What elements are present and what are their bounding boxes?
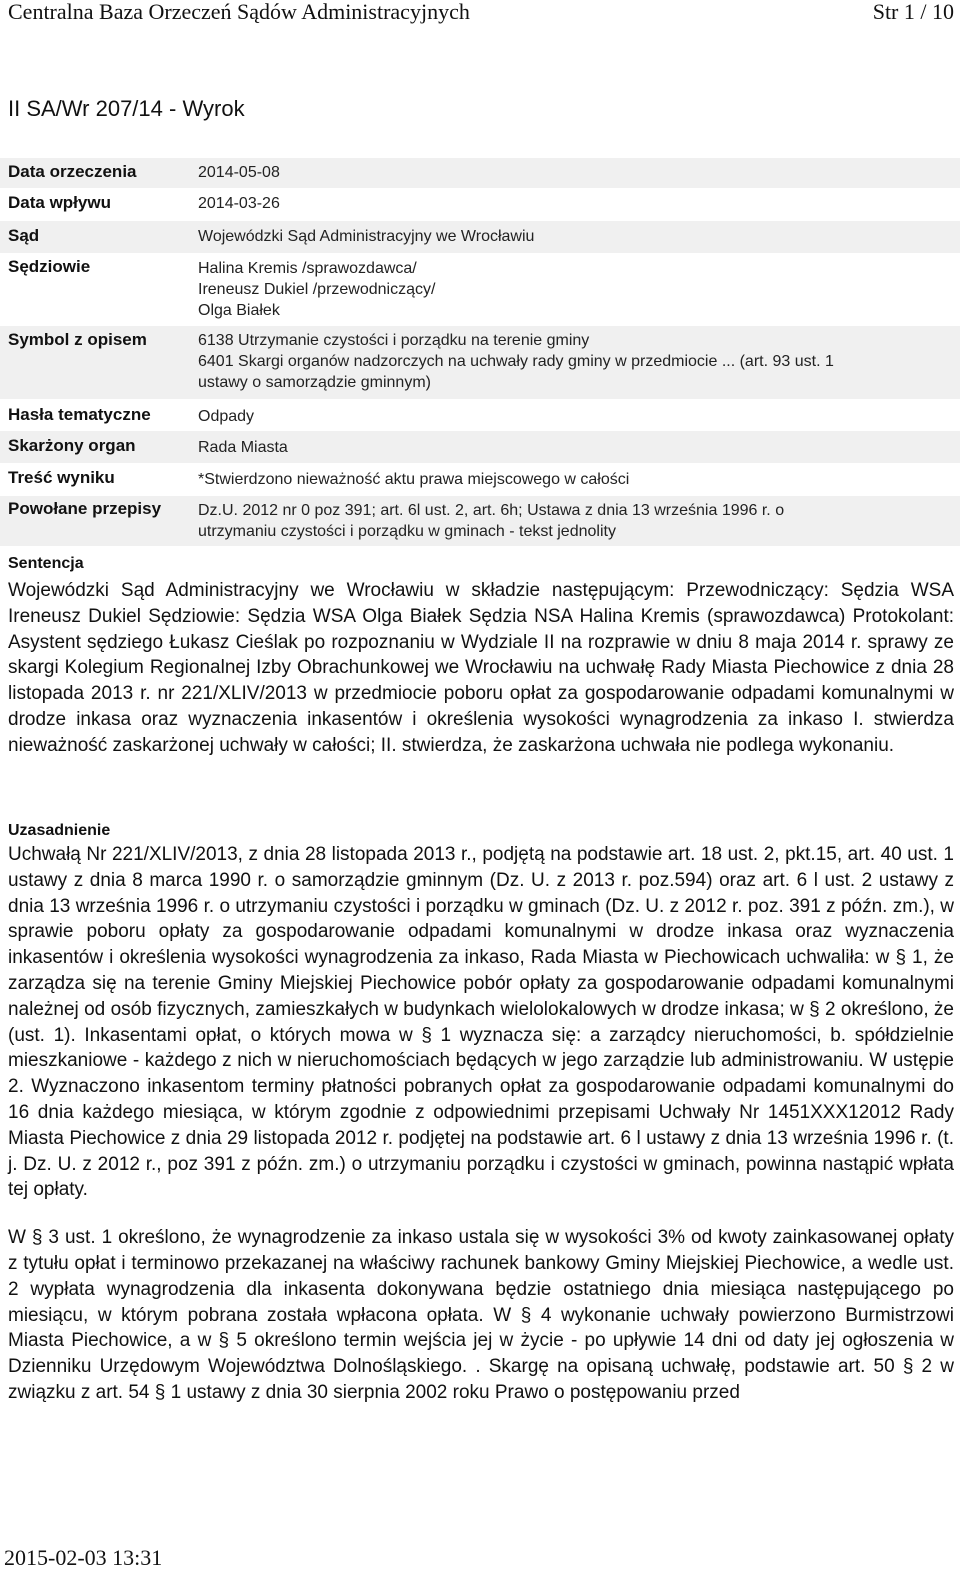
judge-line: Ireneusz Dukiel /przewodniczący/ (198, 281, 436, 298)
meta-label: Data wpływu (8, 193, 111, 212)
meta-label: Powołane przepisy (8, 499, 162, 518)
site-title: Centralna Baza Orzeczeń Sądów Administracyjnych (8, 0, 470, 24)
meta-row-skarzony-organ (0, 431, 960, 463)
sentencja-paragraph: Wojewódzki Sąd Administracyjny we Wrocławiu w składzie następującym: Przewodniczący: Sędzia WSA Ireneusz Dukiel Sędziowie: Sędzia WSA Olga Białek Sędzia NSA Halina Kremis (sprawozdawca) Protokolant: Asystent sędziego Łukasz Cieślak po rozpoznaniu w Wydziale II na rozprawie w dniu 8 maja 2014 r. sprawy ze skargi Kolegium Regionalnej Izby Obrachunkowej we Wrocławiu na uchwałę Rady Miasta Piechowice z dnia 28 listopada 2013 r. nr 221/XLIV/2013 w przedmiocie poboru opłat za gospodarowanie odpadami komunalnymi w drodze inkasa oraz wyznaczenia inkasentów i określenia wysokości wynagrodzenia za inkaso I. stwierdza nieważność zaskarżonej uchwały w całości; II. stwierdza, że zaskarżona uchwała nie podlega wykonaniu. (8, 580, 954, 756)
meta-row-sedziowie (0, 253, 960, 326)
meta-row-tresc-wyniku (0, 463, 960, 496)
symbol-line: 6138 Utrzymanie czystości i porządku na terenie gminy (198, 332, 590, 349)
meta-label: Sędziowie (8, 257, 91, 276)
judge-line: Olga Białek (198, 302, 280, 319)
meta-value: Odpady (198, 408, 255, 425)
page-counter: Str 1 / 10 (872, 0, 954, 24)
symbol-line: ustawy o samorządzie gminnym) (198, 374, 431, 391)
meta-value (198, 326, 840, 393)
meta-value: *Stwierdzono nieważność aktu prawa miejscowego w całości (198, 471, 630, 488)
meta-value: 2014-05-08 (198, 164, 280, 181)
regulation-line: utrzymaniu czystości i porządku w gminach - tekst jednolity (198, 523, 616, 540)
meta-label: Hasła tematyczne (8, 405, 151, 424)
metadata-table (0, 158, 960, 546)
meta-value: Wojewódzki Sąd Administracyjny we Wrocławiu (198, 228, 535, 245)
uzasadnienie-paragraph: Uchwałą Nr 221/XLIV/2013, z dnia 28 listopada 2013 r., podjętą na podstawie art. 18 ust. 2, pkt.15, art. 40 ust. 1 ustawy z dnia 8 marca 1990 r. o samorządzie gminnym (Dz. U. z 2013 r. poz.594) oraz art. 6 l ust. 2 ustawy z dnia 13 września 1996 r. o utrzymaniu czystości i porządku w gminach (Dz. U. z 2012 r. poz. 391 z późn. zm.), w sprawie poboru opłaty za gospodarowanie odpadami komunalnymi w drodze inkasa oraz wyznaczenia inkasentów i określenia wysokości wynagrodzenia za inkaso, Rada Miasta w Piechowicach uchwaliła: w § 1, że zarządza się na terenie Gminy Miejskiej Piechowice pobór opłaty za gospodarowanie odpadami komunalnymi należnej od osób fizycznych, zamieszkałych w budynkach wielolokalowych w drodze inkasa; w § 2 określono, że (ust. 1). Inkasentami opłat, o których mowa w § 1 wyznacza się: a zarządcy nieruchomości, b. spółdzielnie mieszkaniowe - każdego z nich w nieruchomościach będących w jego zarządzie lub administrowaniu. W ustępie 2. Wyznaczono inkasentom terminy płatności pobranych opłat za gospodarowanie odpadami komunalnymi do 16 dnia każdego miesiąca, w którym zgodnie z odpowiednimi przepisami Uchwały Nr 1451XXX12012 Rady Miasta Piechowice z dnia 29 listopada 2012 r. podjętej na podstawie art. 6 l ustawy z dnia 13 września 1996 r. (t. j. Dz. U. z 2012 r., poz 391 z późn. zm.) o utrzymaniu porządku i czystości w gminach, powinna nastąpić wpłata tej opłaty. (8, 844, 954, 1201)
meta-label: Treść wyniku (8, 468, 115, 487)
meta-label: Sąd (8, 226, 40, 245)
meta-row-data-wplywu (0, 188, 960, 221)
meta-row-hasla (0, 399, 960, 431)
meta-label: Data orzeczenia (8, 162, 137, 181)
sentencja-text (8, 578, 954, 759)
document-title: II SA/Wr 207/14 - Wyrok (8, 96, 245, 121)
meta-value: Rada Miasta (198, 439, 288, 456)
meta-row-sad (0, 221, 960, 253)
regulation-line: Dz.U. 2012 nr 0 poz 391; art. 6l ust. 2, art. 6h; Ustawa z dnia 13 września 1996 r. o (198, 502, 785, 519)
page-header (0, 0, 960, 28)
uzasadnienie-heading: Uzasadnienie (8, 822, 111, 839)
meta-label: Symbol z opisem (8, 330, 147, 349)
meta-value (198, 496, 790, 542)
meta-row-powolane-przepisy (0, 496, 960, 546)
uzasadnienie-text (8, 842, 954, 1406)
meta-row-symbol (0, 326, 960, 399)
meta-value (198, 253, 441, 321)
uzasadnienie-paragraph: W § 3 ust. 1 określono, że wynagrodzenie za inkaso ustala się w wysokości 3% od kwoty zainkasowanej opłaty z tytułu opłat i terminowo przekazanej na właściwy rachunek bankowy Gminy Miejskiej Piechowice, a wedle ust. 2 wypłata wynagrodzenia dla inkasenta dokonywana będzie ostatniego dnia miesiąca następującego po miesiącu, w którym pobrana została wpłacona opłata. W § 4 wykonanie uchwały powierzono Burmistrzowi Miasta Piechowice, a w § 5 określono termin wejścia jej w życie - po upływie 14 dni od daty jej ogłoszenia w Dzienniku Urzędowym Województwa Dolnośląskiego. . Skargę na opisaną uchwałę, podstawie art. 50 § 2 w związku z art. 54 § 1 ustawy z dnia 30 sierpnia 2002 roku Prawo o postępowaniu przed (8, 1227, 954, 1403)
meta-label: Skarżony organ (8, 436, 136, 455)
symbol-line: 6401 Skargi organów nadzorczych na uchwały rady gminy w przedmiocie ... (art. 93 ust. 1 (198, 353, 834, 370)
judge-line: Halina Kremis /sprawozdawca/ (198, 260, 417, 277)
meta-value: 2014-03-26 (198, 195, 280, 212)
sentencja-heading: Sentencja (8, 555, 84, 572)
footer-timestamp: 2015-02-03 13:31 (4, 1545, 163, 1570)
meta-row-data-orzeczenia (0, 158, 960, 188)
